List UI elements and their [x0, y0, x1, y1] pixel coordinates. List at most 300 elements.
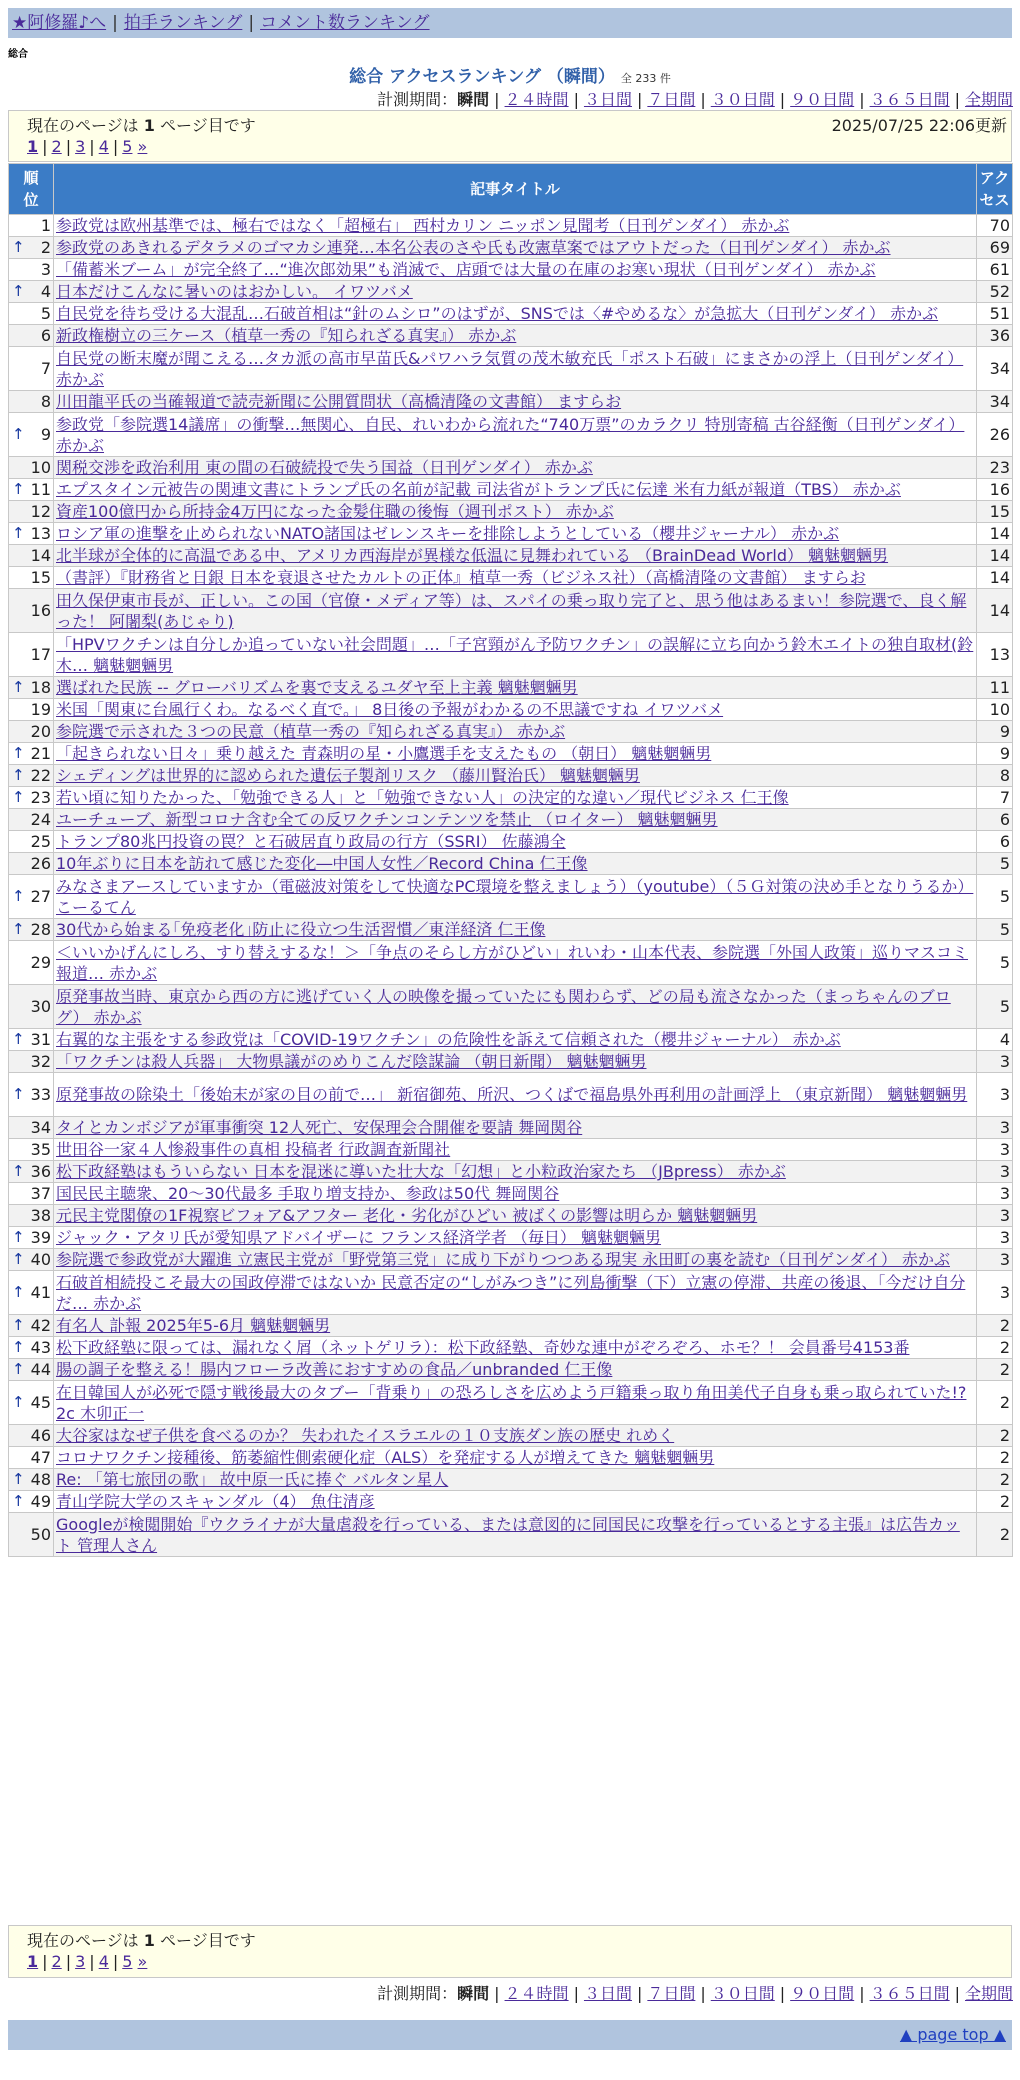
- table-row: [9, 501, 1013, 523]
- table-row: [9, 1447, 1013, 1469]
- article-link[interactable]: 自民党の断末魔が聞こえる…タカ派の高市早苗氏&パワハラ気質の茂木敏充氏「ポスト石破」にまさかの浮上（日刊ゲンダイ） 赤かぶ: [56, 348, 964, 389]
- current-page-text-bottom: 現在のページは 1 ページ目です: [27, 1931, 256, 1950]
- article-link[interactable]: 「HPVワクチンは自分しか追っていない社会問題」…「子宮頸がん予防ワクチン」の誤解に立ち向かう鈴木エイトの独自取材(鈴木… 魑魅魍魎男: [56, 634, 974, 675]
- title-cell: [54, 1469, 977, 1491]
- rank-cell: [9, 787, 54, 809]
- article-link[interactable]: 川田龍平氏の当確報道で読売新聞に公開質問状（高橋清隆の文書館） ますらお: [56, 392, 622, 411]
- article-link[interactable]: 原発事故当時、東京から西の方に逃げていく人の映像を撮っていたにも関わらず、どの局も流さなかった（まっちゃんのブログ） 赤かぶ: [56, 986, 951, 1027]
- page-info-bottom: [8, 1925, 1012, 1978]
- article-link[interactable]: エプスタイン元被告の関連文書にトランプ氏の名前が記載 司法省がトランプ氏に伝達 米有力紙が報道（TBS） 赤かぶ: [56, 480, 901, 499]
- article-link[interactable]: ロシア軍の進撃を止められないNATO諸国はゼレンスキーを排除しようとしている（櫻井ジャーナル） 赤かぶ: [56, 524, 840, 543]
- rank-number: 8: [40, 392, 51, 411]
- rank-cell: [9, 1249, 54, 1271]
- access-count: 34: [977, 391, 1013, 413]
- access-count: 69: [977, 237, 1013, 259]
- access-count: 16: [977, 479, 1013, 501]
- title-cell: [54, 259, 977, 281]
- article-link[interactable]: 腸の調子を整える！腸内フローラ改善におすすめの食品／unbranded 仁王像: [56, 1360, 613, 1379]
- rank-number: 42: [30, 1316, 51, 1335]
- table-row: [9, 567, 1013, 589]
- rank-up-icon: ↑: [12, 788, 25, 806]
- article-link[interactable]: トランプ80兆円投資の罠？と石破居直り政局の行方（SSRI） 佐藤鴻全: [56, 832, 566, 851]
- rank-cell: [9, 413, 54, 457]
- table-row: [9, 1315, 1013, 1337]
- period-link[interactable]: ９０日間: [790, 90, 855, 109]
- rank-number: 3: [40, 260, 51, 279]
- page-link-2[interactable]: 2: [51, 1952, 62, 1971]
- article-link[interactable]: （書評）『財務省と日銀 日本を衰退させたカルトの正体』植草一秀（ビジネス社）（高橋清隆の文書館） ますらお: [56, 568, 866, 587]
- nav-separator: |: [112, 13, 118, 33]
- rank-cell: [9, 875, 54, 919]
- page-link-2[interactable]: 2: [51, 137, 62, 156]
- page-link-5[interactable]: 5: [122, 1952, 133, 1971]
- next-page-link[interactable]: »: [137, 137, 148, 156]
- period-link[interactable]: ３日間: [583, 90, 632, 109]
- article-link[interactable]: コロナワクチン接種後、筋萎縮性側索硬化症（ALS）を発症する人が増えてきた 魑魅魍魎男: [56, 1448, 715, 1467]
- clap-ranking-link[interactable]: 拍手ランキング: [123, 13, 243, 33]
- rank-cell: [9, 809, 54, 831]
- rank-number: 37: [30, 1184, 51, 1203]
- access-count: 51: [977, 303, 1013, 325]
- article-link[interactable]: ユーチューブ、新型コロナ含む全ての反ワクチンコンテンツを禁止 （ロイター） 魑魅魍魎男: [56, 810, 718, 829]
- title-header: 記事タイトル: [54, 164, 977, 215]
- period-link[interactable]: ３０日間: [710, 90, 775, 109]
- rank-cell: [9, 1051, 54, 1073]
- rank-cell: [9, 1491, 54, 1513]
- rank-cell: [9, 985, 54, 1029]
- rank-number: 33: [30, 1085, 51, 1104]
- article-link[interactable]: 右翼的な主張をする参政党は「COVID-19ワクチン」の危険性を訴えて信頼された（櫻井ジャーナル） 赤かぶ: [56, 1030, 841, 1049]
- title-cell: [54, 985, 977, 1029]
- access-count: 6: [977, 809, 1013, 831]
- access-count: 11: [977, 677, 1013, 699]
- period-separator: |: [859, 90, 865, 109]
- table-row: [9, 941, 1013, 985]
- access-count: 2: [977, 1447, 1013, 1469]
- rank-number: 47: [30, 1448, 51, 1467]
- page-link-3[interactable]: 3: [75, 1952, 86, 1971]
- table-row: [9, 1117, 1013, 1139]
- article-link[interactable]: みなさまアースしていますか（電磁波対策をして快適なPC環境を整えましょう）（youtube）（５Ｇ対策の決め手となりうるか） こーるてん: [56, 876, 974, 917]
- rank-number: 11: [30, 480, 51, 499]
- rank-up-icon: ↑: [12, 1338, 25, 1356]
- rank-number: 34: [30, 1118, 51, 1137]
- page-link-5[interactable]: 5: [122, 137, 133, 156]
- rank-cell: [9, 479, 54, 501]
- access-count: 2: [977, 1469, 1013, 1491]
- rank-up-icon: ↑: [12, 744, 25, 762]
- article-link[interactable]: 青山学院大学のスキャンダル（4） 魚住清彦: [56, 1492, 375, 1511]
- rank-cell: [9, 1359, 54, 1381]
- table-row: [9, 589, 1013, 633]
- article-link[interactable]: 米国「関東に台風行くわ。なるべく直で。」 8日後の予報がわかるの不思議ですね イワツバメ: [56, 700, 724, 719]
- table-row: [9, 1051, 1013, 1073]
- article-link[interactable]: ＜いいかげんにしろ、すり替えするな！＞「争点のそらし方がひどい」れいわ・山本代表、参院選「外国人政策」巡りマスコミ報道… 赤かぶ: [56, 942, 969, 983]
- page-separator: |: [89, 1952, 95, 1971]
- access-count: 14: [977, 523, 1013, 545]
- access-count: 3: [977, 1117, 1013, 1139]
- access-count: 34: [977, 347, 1013, 391]
- rank-up-icon: ↑: [12, 1316, 25, 1334]
- access-count: 10: [977, 699, 1013, 721]
- table-row: [9, 721, 1013, 743]
- rank-cell: [9, 1513, 54, 1557]
- rank-number: 36: [30, 1162, 51, 1181]
- period-label: 計測期間：: [377, 90, 458, 109]
- access-count: 14: [977, 545, 1013, 567]
- table-row: [9, 743, 1013, 765]
- period-label: 計測期間：: [377, 1984, 458, 2003]
- article-link[interactable]: 資産100億円から所持金4万円になった金髪住職の後悔（週刊ポスト） 赤かぶ: [56, 502, 614, 521]
- title-cell: [54, 875, 977, 919]
- period-separator: |: [859, 1984, 865, 2003]
- table-row: [9, 479, 1013, 501]
- rank-cell: [9, 215, 54, 237]
- rank-cell: [9, 303, 54, 325]
- period-separator: |: [573, 90, 579, 109]
- article-link[interactable]: 松下政経塾はもういらない 日本を混迷に導いた壮大な「幻想」と小粒政治家たち （JBpress） 赤かぶ: [56, 1162, 786, 1181]
- article-link[interactable]: 「備蓄米ブーム」が完全終了…“進次郎効果”も消滅で、店頭では大量の在庫のお寒い現状（日刊ゲンダイ） 赤かぶ: [56, 260, 876, 279]
- article-link[interactable]: 大谷家はなぜ子供を食べるのか？ 失われたイスラエルの１０支族ダン族の歴史 れめく: [56, 1426, 675, 1445]
- page-link-1[interactable]: 1: [27, 137, 39, 156]
- article-link[interactable]: Re: 「第七旅団の歌」 故中原一氏に捧ぐ バルタン星人: [56, 1470, 449, 1489]
- title-cell: [54, 1227, 977, 1249]
- rank-cell: [9, 589, 54, 633]
- title-cell: [54, 1359, 977, 1381]
- rank-cell: [9, 1183, 54, 1205]
- table-row: [9, 523, 1013, 545]
- page-link-1[interactable]: 1: [27, 1952, 39, 1971]
- page-top-link[interactable]: ▲ page top ▲: [899, 2025, 1006, 2044]
- rank-number: 48: [30, 1470, 51, 1489]
- title-cell: [54, 325, 977, 347]
- table-row: [9, 809, 1013, 831]
- rank-number: 39: [30, 1228, 51, 1247]
- page-separator: |: [65, 1952, 72, 1971]
- rank-cell: [9, 853, 54, 875]
- period-link[interactable]: 全期間: [964, 1984, 1013, 2003]
- table-row: [9, 303, 1013, 325]
- ranking-title: 総合 アクセスランキング （瞬間）: [349, 67, 615, 87]
- top-nav-bar: [8, 8, 1012, 38]
- period-link[interactable]: ３日間: [583, 1984, 632, 2003]
- rank-number: 35: [30, 1140, 51, 1159]
- pagination-bottom: [27, 1952, 147, 1971]
- title-cell: [54, 1271, 977, 1315]
- access-count: 3: [977, 1051, 1013, 1073]
- article-link[interactable]: 参政党のあきれるデタラメのゴマカシ連発…本名公表のさや氏も改憲草案ではアウトだった（日刊ゲンダイ） 赤かぶ: [56, 238, 891, 257]
- title-cell: [54, 281, 977, 303]
- rank-cell: [9, 237, 54, 259]
- period-link[interactable]: ３６５日間: [869, 90, 950, 109]
- rank-number: 40: [30, 1250, 51, 1269]
- article-link[interactable]: 参院選で参政党が大躍進 立憲民主党が「野党第三党」に成り下がりつつある現実 永田町の裏を読む（日刊ゲンダイ） 赤かぶ: [56, 1250, 950, 1269]
- period-separator: |: [779, 90, 786, 109]
- period-link[interactable]: ３６５日間: [869, 1984, 950, 2003]
- pagination-top: [27, 137, 147, 156]
- title-cell: [54, 1183, 977, 1205]
- rank-up-icon: ↑: [12, 1360, 25, 1378]
- table-row: [9, 215, 1013, 237]
- table-row: [9, 1073, 1013, 1117]
- title-cell: [54, 699, 977, 721]
- home-link[interactable]: ★阿修羅♪へ: [12, 13, 107, 33]
- rank-up-icon: ↑: [12, 766, 25, 784]
- title-cell: [54, 1337, 977, 1359]
- page-separator: |: [89, 137, 95, 156]
- access-count: 6: [977, 831, 1013, 853]
- article-link[interactable]: 北半球が全体的に高温である中、アメリカ西海岸が異様な低温に見舞われている （BrainDead World） 魑魅魍魎男: [56, 546, 889, 565]
- next-page-link[interactable]: »: [137, 1952, 148, 1971]
- rank-cell: [9, 545, 54, 567]
- article-link[interactable]: シェディングは世界的に認められた遺伝子製剤リスク （藤川賢治氏） 魑魅魍魎男: [56, 766, 640, 785]
- article-link[interactable]: 松下政経塾に限っては、漏れなく屑（ネットゲリラ）：松下政経塾、奇妙な連中がぞろぞろ、ホモ？！ 会員番号4153番: [56, 1338, 910, 1357]
- table-row: [9, 985, 1013, 1029]
- rank-cell: [9, 347, 54, 391]
- period-link[interactable]: ３０日間: [710, 1984, 775, 2003]
- rank-number: 50: [30, 1525, 51, 1544]
- title-cell: [54, 1073, 977, 1117]
- rank-up-icon: ↑: [12, 1030, 25, 1048]
- period-link[interactable]: ２４時間: [504, 1984, 569, 2003]
- access-count: 70: [977, 215, 1013, 237]
- rank-cell: [9, 1205, 54, 1227]
- article-link[interactable]: ジャック・アタリ氏が愛知県アドバイザーに フランス経済学者 （毎日） 魑魅魍魎男: [56, 1228, 662, 1247]
- ranking-table: [8, 163, 1013, 1557]
- title-cell: [54, 1205, 977, 1227]
- page-link-4[interactable]: 4: [98, 137, 109, 156]
- article-link[interactable]: 選ばれた民族 -- グローバリズムを裏で支えるユダヤ至上主義 魑魅魍魎男: [56, 678, 578, 697]
- article-link[interactable]: タイとカンボジアが軍事衝突 12人死亡、安保理会合開催を要請 舞岡関谷: [56, 1118, 583, 1137]
- article-link[interactable]: 在日韓国人が必死で隠す戦後最大のタブー「背乗り」の恐ろしさを広めよう戸籍乗っ取り角田美代子自身も乗っ取られていた!? 2c 木卯正一: [56, 1382, 967, 1423]
- period-separator: |: [779, 1984, 786, 2003]
- table-row: [9, 325, 1013, 347]
- article-link[interactable]: 国民民主聴衆、20～30代最多 手取り増支持か、参政は50代 舞岡関谷: [56, 1184, 560, 1203]
- table-row: [9, 281, 1013, 303]
- title-cell: [54, 721, 977, 743]
- table-row: [9, 765, 1013, 787]
- article-link[interactable]: 参院選で示された３つの民意（植草一秀の『知られざる真実』） 赤かぶ: [56, 722, 566, 741]
- table-row: [9, 1491, 1013, 1513]
- access-count: 5: [977, 941, 1013, 985]
- title-cell: [54, 1117, 977, 1139]
- title-cell: [54, 765, 977, 787]
- access-count: 2: [977, 1513, 1013, 1557]
- page-separator: |: [65, 137, 72, 156]
- rank-up-icon: ↑: [12, 678, 25, 696]
- rank-cell: [9, 743, 54, 765]
- rank-number: 18: [30, 678, 51, 697]
- table-row: [9, 1205, 1013, 1227]
- page-separator: |: [42, 137, 48, 156]
- table-row: [9, 259, 1013, 281]
- access-count: 2: [977, 1337, 1013, 1359]
- access-count: 9: [977, 743, 1013, 765]
- period-link[interactable]: ７日間: [647, 1984, 696, 2003]
- rank-up-icon: ↑: [12, 1492, 25, 1510]
- rank-cell: [9, 1315, 54, 1337]
- title-cell: [54, 1139, 977, 1161]
- access-count: 15: [977, 501, 1013, 523]
- access-count: 3: [977, 1227, 1013, 1249]
- access-count: 14: [977, 567, 1013, 589]
- page-title: [0, 62, 1020, 87]
- table-row: [9, 875, 1013, 919]
- rank-cell: [9, 1381, 54, 1425]
- rank-up-icon: ↑: [12, 238, 25, 256]
- article-link[interactable]: 日本だけこんなに暑いのはおかしい。 イワツバメ: [56, 282, 413, 301]
- table-row: [9, 831, 1013, 853]
- title-cell: [54, 523, 977, 545]
- access-count: 2: [977, 1359, 1013, 1381]
- rank-number: 38: [30, 1206, 51, 1225]
- article-link[interactable]: 石破首相続投こそ最大の国政停滞ではないか 民意否定の“しがみつき”に列島衝撃（下）立憲の停滞、共産の後退、「今だけ自分だ… 赤かぶ: [56, 1272, 966, 1313]
- period-link[interactable]: ２４時間: [504, 90, 569, 109]
- article-link[interactable]: 原発事故の除染土「後始末が家の目の前で…」 新宿御苑、所沢、つくばで福島県外再利用の計画浮上 （東京新聞） 魑魅魍魎男: [56, 1085, 968, 1104]
- period-current: 瞬間: [457, 90, 490, 109]
- title-cell: [54, 1161, 977, 1183]
- rank-cell: [9, 391, 54, 413]
- period-link[interactable]: ９０日間: [790, 1984, 855, 2003]
- title-cell: [54, 831, 977, 853]
- article-link[interactable]: 参政党「参院選14議席」の衝撃…無関心、自民、れいわから流れた“740万票”のカラクリ 特別寄稿 古谷経衡（日刊ゲンダイ） 赤かぶ: [56, 414, 965, 455]
- rank-cell: [9, 281, 54, 303]
- access-count: 3: [977, 1249, 1013, 1271]
- rank-number: 29: [30, 953, 51, 972]
- rank-number: 13: [30, 524, 51, 543]
- rank-number: 10: [30, 458, 51, 477]
- rank-number: 16: [30, 601, 51, 620]
- period-separator: |: [700, 1984, 706, 2003]
- rank-number: 32: [30, 1052, 51, 1071]
- rank-number: 21: [30, 744, 51, 763]
- page-separator: |: [112, 137, 119, 156]
- article-link[interactable]: 10年ぶりに日本を訪れて感じた変化―中国人女性／Record China 仁王像: [56, 854, 588, 873]
- rank-up-icon: ↑: [12, 524, 25, 542]
- rank-up-icon: ↑: [12, 1393, 25, 1411]
- article-link[interactable]: 若い頃に知りたかった、「勉強できる人」と「勉強できない人」の決定的な違い／現代ビジネス 仁王像: [56, 788, 789, 807]
- title-cell: [54, 1447, 977, 1469]
- access-count: 3: [977, 1161, 1013, 1183]
- rank-number: 26: [30, 854, 51, 873]
- table-row: [9, 1183, 1013, 1205]
- article-link[interactable]: 新政権樹立の三ケース（植草一秀の『知られざる真実』） 赤かぶ: [56, 326, 517, 345]
- page-info-top: [8, 110, 1012, 162]
- table-row: [9, 787, 1013, 809]
- rank-number: 43: [30, 1338, 51, 1357]
- title-cell: [54, 809, 977, 831]
- article-link[interactable]: 参政党は欧州基準では、極右ではなく「超極右」 西村カリン ニッポン見聞考（日刊ゲンダイ） 赤かぶ: [56, 216, 790, 235]
- article-link[interactable]: 関税交渉を政治利用 東の間の石破続投で失う国益（日刊ゲンダイ） 赤かぶ: [56, 458, 593, 477]
- page-link-4[interactable]: 4: [98, 1952, 109, 1971]
- title-cell: [54, 1029, 977, 1051]
- rank-up-icon: ↑: [12, 1470, 25, 1488]
- table-row: [9, 457, 1013, 479]
- rank-number: 7: [40, 359, 51, 378]
- article-link[interactable]: 30代から始まる｢免疫老化｣防止に役立つ生活習慣／東洋経済 仁王像: [56, 920, 546, 939]
- rank-number: 31: [30, 1030, 51, 1049]
- title-cell: [54, 633, 977, 677]
- rank-number: 6: [40, 326, 51, 345]
- rank-up-icon: ↑: [12, 1162, 25, 1180]
- period-selector-top: [377, 87, 1013, 110]
- access-header: アクセス: [977, 164, 1013, 215]
- title-cell: [54, 479, 977, 501]
- article-link[interactable]: Googleが検閲開始『ウクライナが大量虐殺を行っている、または意図的に同国民に攻撃を行っているとする主張』は広告カット 管理人さん: [56, 1514, 960, 1555]
- title-cell: [54, 457, 977, 479]
- table-row: [9, 1469, 1013, 1491]
- rank-cell: [9, 765, 54, 787]
- article-link[interactable]: 世田谷一家４人惨殺事件の真相 投稿者 行政調査新聞社: [56, 1140, 451, 1159]
- article-link[interactable]: 田久保伊東市長が、正しい。この国（官僚・メディア等）は、スパイの乗っ取り完了と、思う他はあるまい！参院選で、良く解った！ 阿闍梨(あじゃり): [56, 590, 967, 631]
- rank-cell: [9, 1161, 54, 1183]
- rank-number: 28: [30, 920, 51, 939]
- page-link-3[interactable]: 3: [75, 137, 86, 156]
- period-link[interactable]: 全期間: [964, 90, 1013, 109]
- access-count: 36: [977, 325, 1013, 347]
- period-separator: |: [573, 1984, 579, 2003]
- rank-cell: [9, 1337, 54, 1359]
- rank-number: 20: [30, 722, 51, 741]
- period-separator: |: [700, 90, 706, 109]
- table-row: [9, 677, 1013, 699]
- access-count: 3: [977, 1205, 1013, 1227]
- title-cell: [54, 567, 977, 589]
- article-link[interactable]: 「ワクチンは殺人兵器」 大物県議がのめりこんだ陰謀論 （朝日新聞） 魑魅魍魎男: [56, 1052, 647, 1071]
- title-cell: [54, 391, 977, 413]
- rank-cell: [9, 677, 54, 699]
- rank-number: 12: [30, 502, 51, 521]
- period-separator: |: [954, 90, 960, 109]
- title-cell: [54, 919, 977, 941]
- rank-cell: [9, 831, 54, 853]
- table-row: [9, 919, 1013, 941]
- rank-number: 46: [30, 1426, 51, 1445]
- rank-cell: [9, 699, 54, 721]
- rank-number: 4: [40, 282, 51, 301]
- period-separator: |: [494, 90, 500, 109]
- rank-cell: [9, 567, 54, 589]
- article-link[interactable]: 「起きられない日々」乗り越えた 青森明の星・小鷹選手を支えたもの （朝日） 魑魅魍魎男: [56, 744, 712, 763]
- access-count: 5: [977, 875, 1013, 919]
- table-row: [9, 391, 1013, 413]
- rank-number: 49: [30, 1492, 51, 1511]
- rank-up-icon: ↑: [12, 1283, 25, 1301]
- rank-number: 17: [30, 645, 51, 664]
- rank-cell: [9, 721, 54, 743]
- title-cell: [54, 347, 977, 391]
- comment-ranking-link[interactable]: コメント数ランキング: [260, 13, 430, 33]
- title-cell: [54, 501, 977, 523]
- table-row: [9, 545, 1013, 567]
- article-link[interactable]: 有名人 訃報 2025年5-6月 魑魅魍魎男: [56, 1316, 331, 1335]
- rank-number: 9: [40, 425, 51, 444]
- title-cell: [54, 941, 977, 985]
- rank-number: 41: [30, 1283, 51, 1302]
- rank-number: 27: [30, 887, 51, 906]
- period-link[interactable]: ７日間: [647, 90, 696, 109]
- title-cell: [54, 1315, 977, 1337]
- rank-number: 2: [40, 238, 51, 257]
- title-cell: [54, 215, 977, 237]
- rank-number: 19: [30, 700, 51, 719]
- article-link[interactable]: 元民主党閣僚の1F視察ビフォア&アフター 老化・劣化がひどい 被ばくの影響は明らか 魑魅魍魎男: [56, 1206, 758, 1225]
- table-row: [9, 1161, 1013, 1183]
- article-link[interactable]: 自民党を待ち受ける大混乱…石破首相は“針のムシロ”のはずが、SNSでは〈#やめるな〉が急拡大（日刊ゲンダイ） 赤かぶ: [56, 304, 939, 323]
- table-row: [9, 347, 1013, 391]
- rank-up-icon: ↑: [12, 1085, 25, 1103]
- rank-cell: [9, 259, 54, 281]
